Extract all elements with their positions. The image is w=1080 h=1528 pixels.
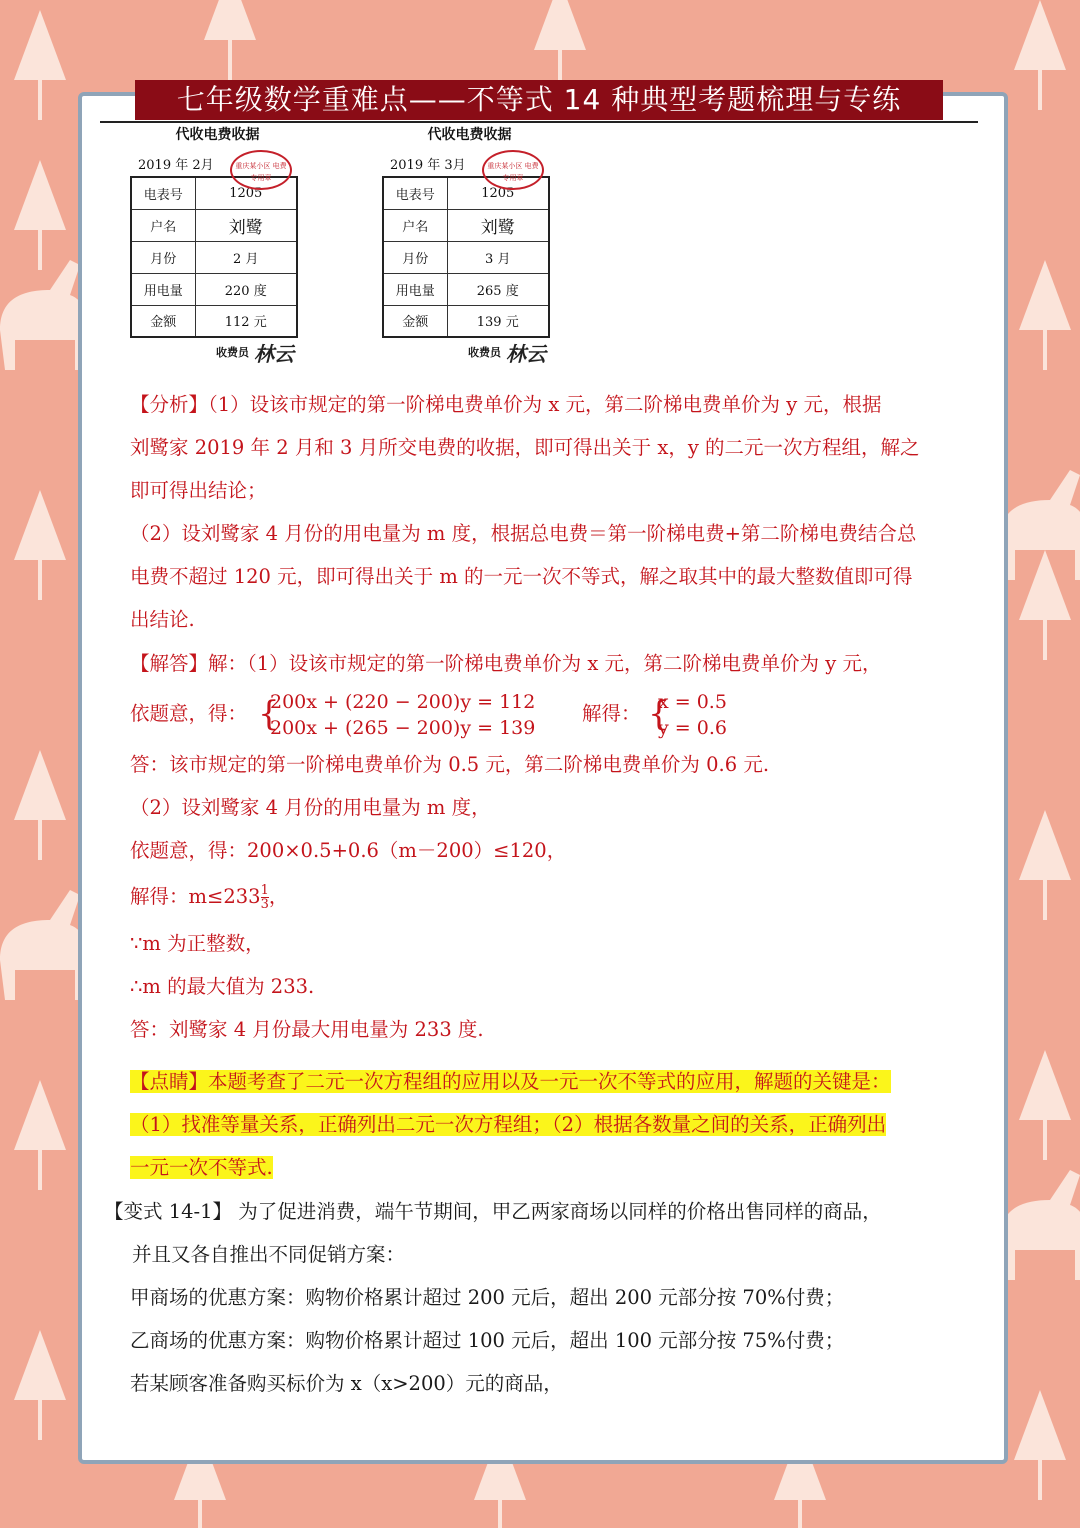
cell-value: 220 度 [195,273,297,305]
equation-2: 200x + (265 − 200)y = 139 [270,717,536,739]
cell-label: 用电量 [383,273,447,305]
title-rule [100,121,978,123]
cell-value: 2 月 [195,241,297,273]
equation-prefix: 依题意，得： [130,702,248,725]
fraction: $\frac{1}{3}$ [260,883,269,912]
cell-label: 户名 [131,209,195,241]
analysis-line: 即可得出结论； [130,479,267,502]
receipt-collector [130,342,305,366]
cell-value: 刘鹭 [195,209,297,241]
answer-line: 依题意，得：200×0.5+0.6（m－200）≤120， [130,839,567,862]
brace: { [648,694,670,734]
solve-label: 解得： [582,702,641,725]
equation-row [130,685,980,743]
cell-label: 金额 [131,305,195,337]
cell-value: 刘鹭 [447,209,549,241]
cell-value: 1205 [447,177,549,209]
cell-value: 265 度 [447,273,549,305]
receipt-table [382,176,550,338]
cell-label: 月份 [131,241,195,273]
variant-line: 【变式 14-1】 为了促进消费，端午节期间，甲乙两家商场以同样的价格出售同样的商品， [104,1200,882,1223]
collector-signature: 林云 [254,342,294,366]
answer-line: 【解答】解：（1）设该市规定的第一阶梯电费单价为 x 元，第二阶梯电费单价为 y 元， [130,652,882,675]
answer-line: 解得：m≤233 $\frac{1}{3}$ ， [130,883,289,912]
cell-label: 户名 [383,209,447,241]
collector-signature: 林云 [506,342,546,366]
receipt-date: 2019 年 3月 [390,158,466,173]
answer-line: ∴m 的最大值为 233. [130,975,315,998]
variant-line: 甲商场的优惠方案：购物价格累计超过 200 元后，超出 200 元部分按 70%付费； [130,1286,845,1309]
comment-line: （1）找准等量关系，正确列出二元一次方程组；（2）根据各数量之间的关系，正确列出 [130,1113,887,1136]
variant-section [104,1190,954,1405]
cell-label: 用电量 [131,273,195,305]
cell-label: 金额 [383,305,447,337]
cell-value: 112 元 [195,305,297,337]
receipt-stamp: 重庆某小区 电费专用章 [482,150,544,190]
cell-value: 1205 [195,177,297,209]
brace: { [258,694,280,734]
collector-label: 收费员 [216,346,249,359]
equation-1: 200x + (220 − 200)y = 112 [270,691,536,713]
answer-line: （2）设刘鹭家 4 月份的用电量为 m 度， [130,796,491,819]
answer-line: 答：该市规定的第一阶梯电费单价为 0.5 元，第二阶梯电费单价为 0.6 元. [130,753,770,776]
analysis-line: 出结论. [130,608,195,631]
analysis-line: 电费不超过 120 元，即可得出关于 m 的一元一次不等式，解之取其中的最大整数值即可得 [130,565,913,588]
solution-y: y = 0.6 [658,717,727,739]
receipt-heading: 代收电费收据 [427,127,512,143]
analysis-section [130,383,980,641]
cell-value: 139 元 [447,305,549,337]
answer-line: ∵m 为正整数， [130,932,265,955]
receipt-table [130,176,298,338]
equation-system [270,689,535,741]
collector-label: 收费员 [468,346,501,359]
answer-line: 答：刘鹭家 4 月份最大用电量为 233 度. [130,1018,484,1041]
answer-section [130,642,980,1051]
receipt-february [130,124,305,366]
cell-label: 电表号 [131,177,195,209]
receipt-march [382,124,557,366]
page-title: 七年级数学重难点——不等式 14 种典型考题梳理与专练 [135,80,943,120]
comment-line: 一元一次不等式. [130,1156,273,1179]
analysis-line: 刘鹭家 2019 年 2 月和 3 月所交电费的收据，即可得出关于 x，y 的二元一次方程组，解之 [130,436,920,459]
receipt-stamp: 重庆某小区 电费专用章 [230,150,292,190]
variant-line: 若某顾客准备购买标价为 x（x>200）元的商品， [130,1372,563,1395]
variant-line: 乙商场的优惠方案：购物价格累计超过 100 元后，超出 100 元部分按 75%付费； [130,1329,845,1352]
variant-line: 并且又各自推出不同促销方案： [132,1243,406,1266]
solution-x: x = 0.5 [658,691,727,713]
comment-line: 【点睛】本题考查了二元一次方程组的应用以及一元一次不等式的应用，解题的关键是： [130,1070,891,1093]
cell-value: 3 月 [447,241,549,273]
comment-section [130,1060,980,1189]
cell-label: 月份 [383,241,447,273]
receipt-heading: 代收电费收据 [175,127,260,143]
solution-system [658,689,727,741]
receipt-date: 2019 年 2月 [138,158,214,173]
analysis-line: 【分析】（1）设该市规定的第一阶梯电费单价为 x 元，第二阶梯电费单价为 y 元，根据 [130,393,882,416]
cell-label: 电表号 [383,177,447,209]
analysis-line: （2）设刘鹭家 4 月份的用电量为 m 度，根据总电费＝第一阶梯电费+第二阶梯电费结合总 [130,522,917,545]
receipt-collector [382,342,557,366]
